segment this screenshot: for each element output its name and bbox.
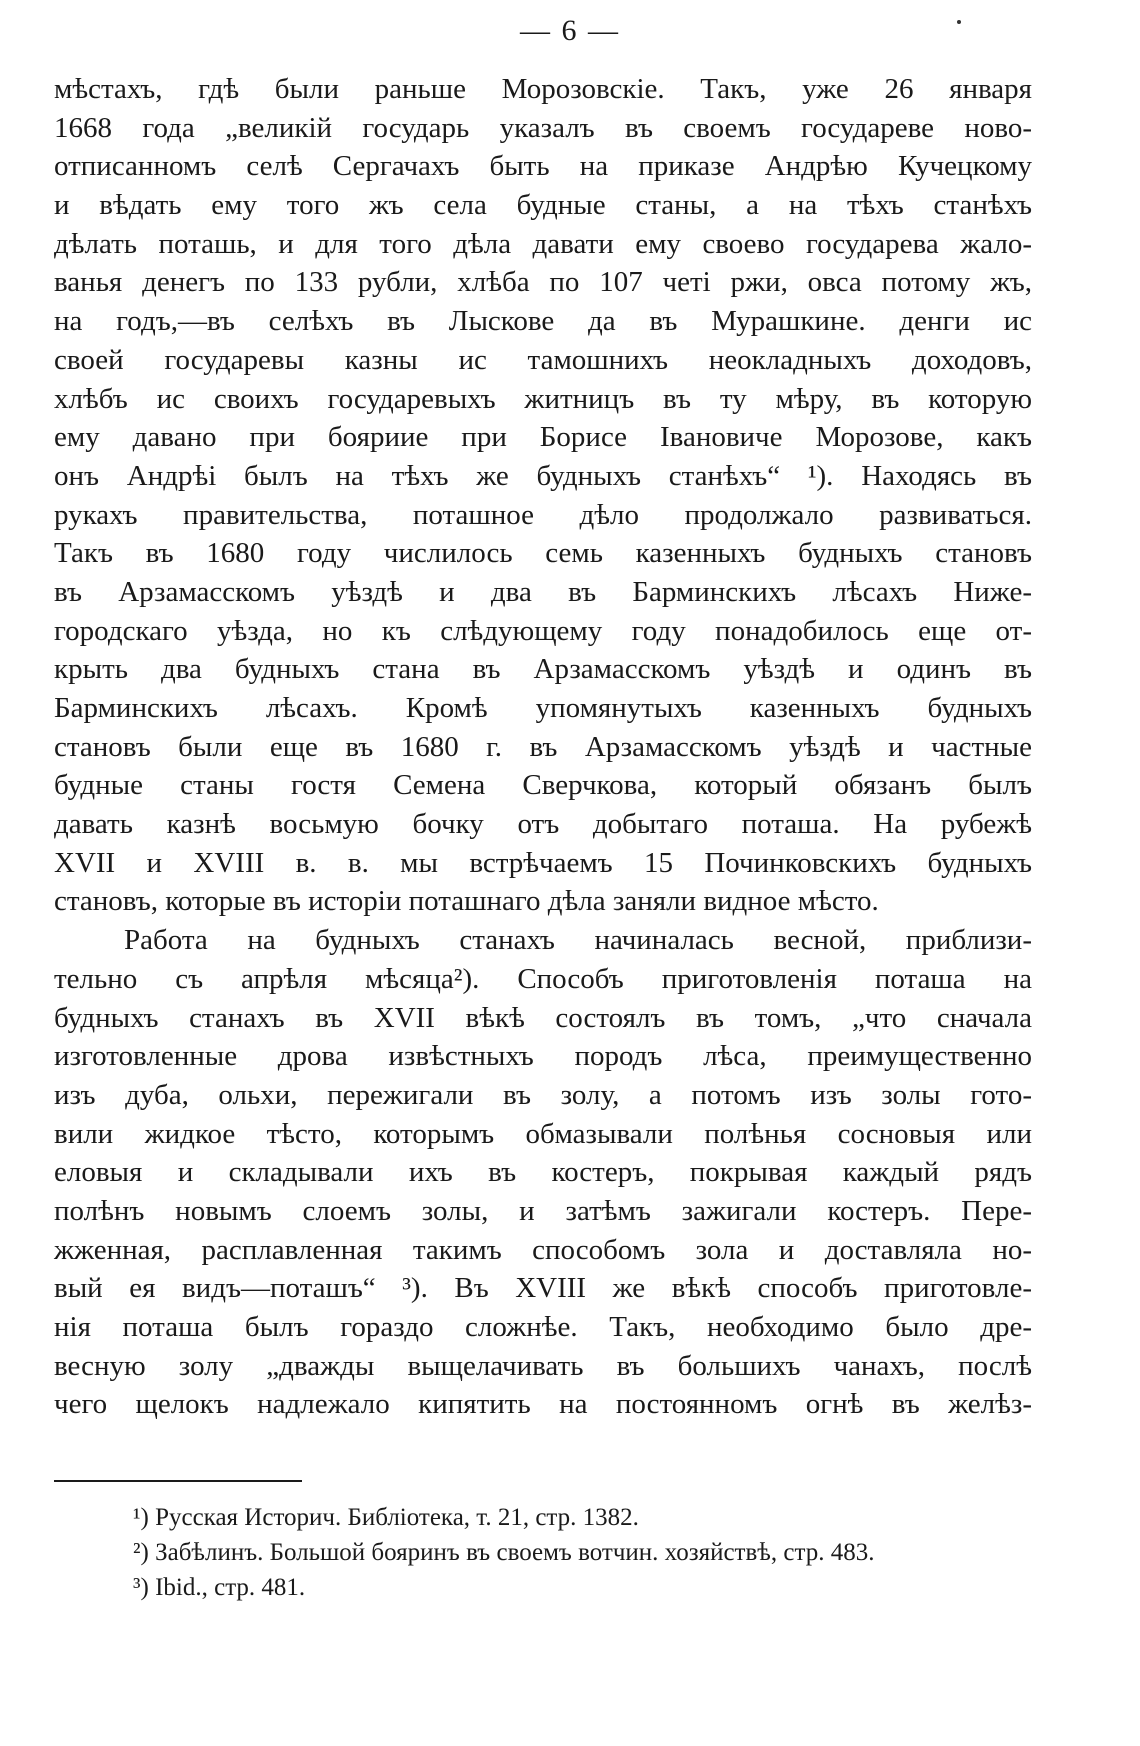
body-line: весную золу „дважды выщелачивать въ большихъ чанахъ, послѣ: [54, 1349, 1032, 1382]
body-line: дѣлать поташь, и для того дѣла давати ему своево государева жало-: [54, 227, 1032, 260]
body-line: ванья денегъ по 133 рубли, хлѣба по 107 четі ржи, овса потому жъ,: [54, 266, 1032, 299]
body-line: отписанномъ селѣ Сергачахъ быть на приказе Андрѣю Кучецкому: [54, 150, 1032, 183]
body-line: жженная, расплавленная такимъ способомъ зола и доставляла но-: [54, 1233, 1032, 1266]
body-line: изъ дуба, ольхи, пережигали въ золу, а потомъ изъ золы гото-: [54, 1078, 1032, 1111]
body-line: крыть два будныхъ стана въ Арзамасскомъ уѣздѣ и одинъ въ: [54, 653, 1032, 686]
paragraph-start-line: Работа на будныхъ станахъ начиналась весной, приблизи-: [124, 924, 1032, 957]
body-line: полѣнъ новымъ слоемъ золы, и затѣмъ зажигали костеръ. Пере-: [54, 1194, 1032, 1227]
footnote-separator: [54, 1480, 302, 1482]
body-line: своей государевы казны ис тамошнихъ неокладныхъ доходовъ,: [54, 343, 1032, 376]
body-line: вили жидкое тѣсто, которымъ обмазывали полѣнья сосновыя или: [54, 1117, 1032, 1150]
footnote-marker: ³): [133, 1574, 149, 1601]
footnote-marker: ¹): [133, 1504, 149, 1531]
body-line: городскаго уѣзда, но къ слѣдующему году понадобилось еще от-: [54, 614, 1032, 647]
footnote: [133, 1535, 1033, 1570]
body-line: на годъ,—въ селѣхъ въ Лыскове да въ Мурашкине. денги ис: [54, 305, 1032, 338]
body-text: [54, 70, 1032, 1424]
body-line: чего щелокъ надлежало кипятить на постоянномъ огнѣ въ желѣз-: [54, 1388, 1032, 1421]
body-line: еловыя и складывали ихъ въ костеръ, покрывая каждый рядъ: [54, 1156, 1032, 1189]
body-line: онъ Андрѣі былъ на тѣхъ же будныхъ станѣхъ“ ¹). Находясь въ: [54, 459, 1032, 492]
footnote-text: Забѣлинъ. Большой бояринъ въ своемъ вотчин. хозяйствѣ, стр. 483.: [155, 1539, 875, 1566]
body-line: вый ея видъ—поташъ“ ³). Въ XVIII же вѣкѣ способъ приготовле-: [54, 1272, 1032, 1305]
body-line: Барминскихъ лѣсахъ. Кромѣ упомянутыхъ казенныхъ будныхъ: [54, 692, 1032, 724]
body-line: будныхъ станахъ въ XVII вѣкѣ состоялъ въ томъ, „что сначала: [54, 1001, 1032, 1034]
body-line: XVII и XVIII в. в. мы встрѣчаемъ 15 Починковскихъ будныхъ: [54, 846, 1032, 879]
page-number: — 6 —: [520, 14, 620, 47]
footnotes: [133, 1500, 1033, 1605]
body-line: Такъ въ 1680 году числилось семь казенныхъ будныхъ становъ: [54, 537, 1032, 570]
body-line: давать казнѣ восьмую бочку отъ добытаго поташа. На рубежѣ: [54, 808, 1032, 841]
body-line: ему давано при бояриие при Борисе Івановиче Морозове, какъ: [54, 421, 1032, 454]
footnote-text: Ibid., стр. 481.: [155, 1574, 306, 1601]
body-line: хлѣбъ ис своихъ государевыхъ житницъ въ ту мѣру, въ которую: [54, 382, 1032, 415]
print-speck: [957, 20, 961, 24]
footnote: [133, 1570, 1033, 1605]
body-line: нія поташа былъ гораздо сложнѣе. Такъ, необходимо было дре-: [54, 1311, 1032, 1343]
body-line: изготовленные дрова извѣстныхъ породъ лѣса, преимущественно: [54, 1040, 1032, 1073]
body-line: становъ, которые въ исторіи поташнаго дѣла заняли видное мѣсто.: [54, 885, 879, 918]
footnote-marker: ²): [133, 1539, 149, 1566]
body-line: рукахъ правительства, поташное дѣло продолжало развиваться.: [54, 498, 1032, 531]
footnote: [133, 1500, 1033, 1535]
body-line: 1668 года „великій государь указалъ въ своемъ государеве ново-: [54, 111, 1032, 144]
body-line: становъ были еще въ 1680 г. въ Арзамасскомъ уѣздѣ и частные: [54, 730, 1032, 763]
body-line: тельно съ апрѣля мѣсяца²). Способъ приготовленія поташа на: [54, 962, 1032, 995]
body-line: будные станы гостя Семена Сверчкова, который обязанъ былъ: [54, 769, 1032, 802]
body-line: мѣстахъ, гдѣ были раньше Морозовскіе. Такъ, уже 26 января: [54, 73, 1032, 105]
body-line: въ Арзамасскомъ уѣздѣ и два въ Барминскихъ лѣсахъ Ниже-: [54, 575, 1032, 608]
footnote-text: Русская Историч. Библіотека, т. 21, стр. 1382.: [155, 1504, 639, 1531]
body-line: и вѣдать ему того жъ села будные станы, а на тѣхъ станѣхъ: [54, 189, 1032, 222]
